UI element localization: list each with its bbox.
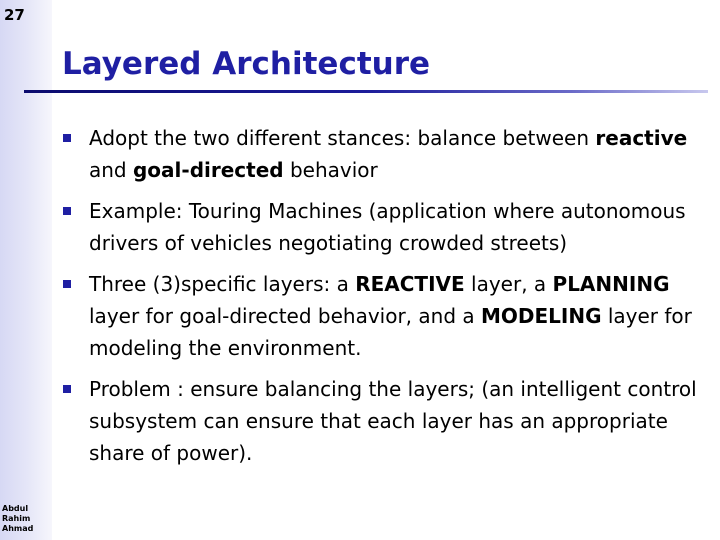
bullet-text: Three (3)specific layers: a <box>89 272 356 296</box>
bullet-text: and <box>89 158 133 182</box>
bullet-text: behavior <box>283 158 378 182</box>
title-underline <box>24 90 708 93</box>
bullet-text: layer for goal-directed behavior, and a <box>89 304 481 328</box>
bullet-text: layer, a <box>464 272 553 296</box>
bullet-bold-term: reactive <box>595 126 688 150</box>
author-last-name: Ahmad <box>2 524 34 533</box>
bullet-bold-term: MODELING <box>480 304 602 328</box>
square-bullet-icon <box>63 385 71 393</box>
bullet-item-layers <box>62 268 710 364</box>
bullet-item-stances <box>62 122 710 186</box>
square-bullet-icon <box>63 207 71 215</box>
square-bullet-icon <box>63 280 71 288</box>
left-sidebar <box>0 0 52 540</box>
slide-number: 27 <box>4 6 25 24</box>
author-middle-name: Rahim <box>2 514 31 523</box>
bullet-text: Adopt the two different stances: balance between <box>89 126 596 150</box>
bullet-bold-term: PLANNING <box>552 272 670 296</box>
bullet-text: Problem : ensure balancing the layers; (an intelligent control subsystem can ensure that each layer has an appropriate share of power). <box>89 377 697 465</box>
bullet-list <box>62 122 710 469</box>
bullet-text: layer for modeling the environment. <box>89 304 692 360</box>
bullet-text: Example: Touring Machines (application where autonomous drivers of vehicles negotiating crowded streets) <box>89 199 686 255</box>
bullet-item-problem <box>62 373 710 469</box>
bullet-bold-term: REACTIVE <box>355 272 465 296</box>
bullet-bold-term: goal-directed <box>132 158 284 182</box>
slide-title: Layered Architecture <box>62 46 431 82</box>
author-first-name: Abdul <box>2 504 29 513</box>
square-bullet-icon <box>63 134 71 142</box>
bullet-item-example <box>62 195 710 259</box>
author-name <box>2 504 42 534</box>
